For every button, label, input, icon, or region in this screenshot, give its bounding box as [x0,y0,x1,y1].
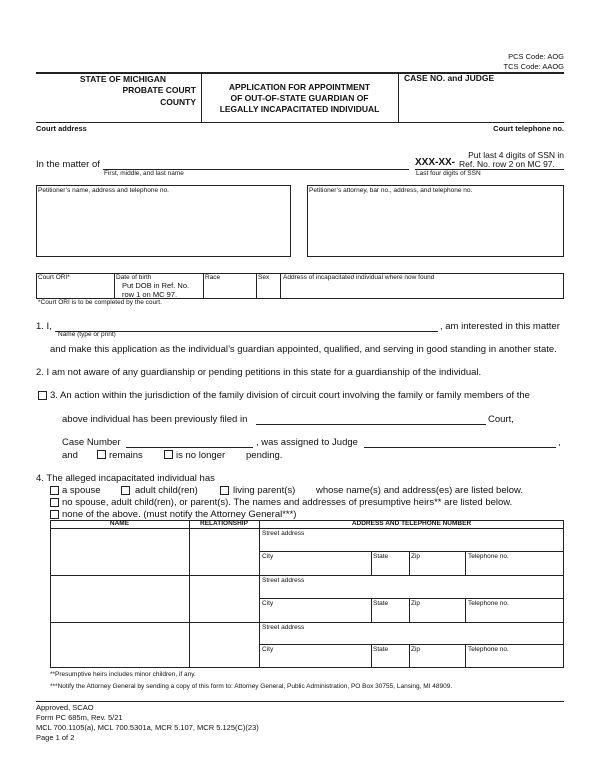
row-divider-city [371,644,372,668]
dob-note-1: Put DOB in Ref. No. [122,281,190,290]
spouse-checkbox[interactable] [50,486,59,495]
footer-mcl: MCL 700.1105(a), MCL 700.5301a, MCR 5.107, MCR 5.125(C)(23) [36,723,259,732]
dob-note-2: row 1 on MC 97. [122,290,178,299]
state-label-cell: State [373,553,389,560]
item1-num: 1. I, [36,321,52,332]
zip-label: Zip [411,600,421,607]
no-longer-checkbox[interactable] [164,450,173,459]
living-parents-checkbox[interactable] [220,486,229,495]
state-label-cell: State [373,646,389,653]
address-now-found-label: Address of incapacitated individual where now found [283,274,435,281]
row-inner-rule [259,551,564,552]
info-divider-4 [280,273,281,299]
living-parents-label: living parent(s) [233,485,296,496]
header-relationship: RELATIONSHIP [200,520,248,527]
footer-rule [36,701,564,702]
county-label: COUNTY [160,97,196,107]
petitioner-label: Petitioner’s name, address and telephone no. [38,187,169,194]
dob-label: Date of birth [116,274,152,281]
court-label: PROBATE COURT [122,85,196,95]
item3-assigned: , was assigned to Judge [256,437,358,448]
item3-line1: 3. An action within the jurisdiction of the family division of circuit court involving the family or family members of the [50,390,530,401]
item1-tail: , am interested in this matter [440,321,560,332]
ssn-ref: Ref. No. row 2 on MC 97. [459,159,555,169]
info-divider-1 [114,273,115,299]
state-label-cell: State [373,600,389,607]
ag-footnote: ***Notify the Attorney General by sending a copy of this form to: Attorney General, Public Administration, PO Box 30755, Lansing, MI 48909. [50,683,453,690]
ori-footnote: *Court ORI is to be completed by the court. [38,299,162,306]
row-divider-zip [465,598,466,622]
header-name: NAME [109,520,130,527]
row-inner-rule [259,644,564,645]
sex-label: Sex [258,274,270,281]
row-divider-state [409,644,410,668]
row-divider-city [371,551,372,575]
ssn-sublabel: Last four digits of SSN [416,170,481,177]
footer-approved: Approved, SCAO [36,703,94,712]
row-divider-city [371,598,372,622]
remains-checkbox[interactable] [97,450,106,459]
row-divider-state [409,598,410,622]
attorney-label: Petitioner’s attorney, bar no., address, and telephone no. [309,187,473,194]
phone-label: Telephone no. [468,646,509,653]
item3-comma: , [558,437,561,448]
adult-children-checkbox[interactable] [121,486,130,495]
ssn-value[interactable]: XXX-XX- [415,157,456,168]
zip-label: Zip [411,646,421,653]
race-label: Race [205,274,221,281]
case-no-field[interactable] [400,84,564,120]
case-no-label: CASE NO. and JUDGE [404,73,495,83]
phone-label: Telephone no. [468,553,509,560]
table-row[interactable] [50,622,564,668]
heirs-footnote: **Presumptive heirs includes minor children, if any. [50,671,196,678]
info-divider-2 [203,273,204,299]
item3-case-number-line[interactable] [126,447,253,448]
row-inner-rule [259,598,564,599]
zip-label: Zip [411,553,421,560]
ssn-note: Put last 4 digits of SSN in [468,150,564,160]
form-title-1: APPLICATION FOR APPOINTMENT [228,82,371,92]
no-longer-label: is no longer [176,450,226,461]
header-bottom-rule [36,122,564,123]
city-label: City [262,553,274,560]
row-divider-zip [465,551,466,575]
item3-court-word: Court, [488,414,514,425]
none-label: none of the above. (must notify the Attorney General***) [62,509,297,520]
street-label: Street address [262,624,305,631]
row-divider-zip [465,644,466,668]
item3-checkbox[interactable] [38,391,47,400]
form-title-3: LEGALLY INCAPACITATED INDIVIDUAL [219,104,380,114]
city-label: City [262,600,274,607]
item1-sublabel: Name (type or print) [58,331,116,338]
pcs-code: PCS Code: AOG [508,52,564,61]
court-phone-label: Court telephone no. [493,124,564,133]
adult-children-label: adult child(ren) [135,485,198,496]
form-title-2: OF OUT-OF-STATE GUARDIAN OF [230,93,369,103]
item3-court-line[interactable] [256,424,486,425]
item1-line2: and make this application as the individual’s guardian appointed, qualified, and serving in good standing in another state. [50,344,557,355]
row-divider-state [409,551,410,575]
matter-label: In the matter of [36,159,100,170]
item3-and: and [62,450,78,461]
footer-form: Form PC 685m, Rev. 5/21 [36,713,123,722]
spouse-label: a spouse [62,485,101,496]
no-spouse-label: no spouse, adult child(ren), or parent(s). The names and addresses of presumptive heirs** are listed below. [62,497,513,508]
street-label: Street address [262,530,305,537]
footer-page: Page 1 of 2 [36,733,75,742]
pending-label: pending. [246,450,283,461]
info-divider-3 [256,273,257,299]
none-checkbox[interactable] [50,510,59,519]
city-label: City [262,646,274,653]
matter-sublabel: First, middle, and last name [104,170,184,177]
phone-label: Telephone no. [468,600,509,607]
petitioner-field[interactable] [36,185,291,257]
item3-case-number-label: Case Number [62,437,121,448]
item4-intro: 4. The alleged incapacitated individual has [36,473,215,484]
no-spouse-checkbox[interactable] [50,498,59,507]
item3-line2: above individual has been previously filed in [62,414,248,425]
street-label: Street address [262,577,305,584]
header-divider-2 [398,72,399,122]
whose-label: whose name(s) and address(es) are listed below. [316,485,523,496]
header-address: ADDRESS AND TELEPHONE NUMBER [351,520,472,527]
item2-text: 2. I am not aware of any guardianship or pending petitions in this state for a guardianship of the individual. [36,367,482,378]
state-label: STATE OF MICHIGAN [79,74,166,84]
tcs-code: TCS Code: AAOG [503,62,564,71]
attorney-field[interactable] [307,185,564,257]
remains-label: remains [109,450,143,461]
ori-label: Court ORI* [38,274,70,281]
item3-judge-line[interactable] [364,447,556,448]
court-address-label: Court address [36,124,87,133]
